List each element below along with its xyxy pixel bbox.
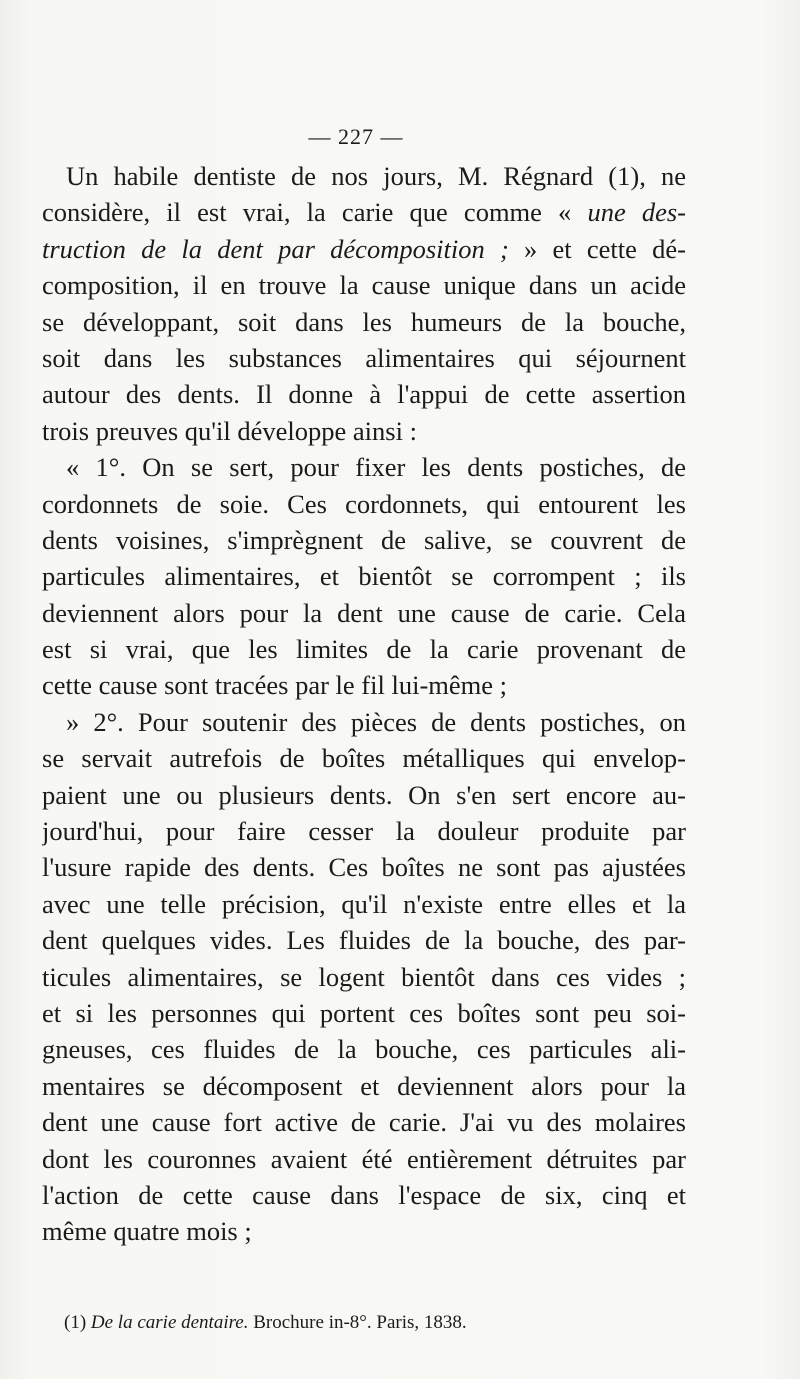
text-line: cette cause sont tracées par le fil lui-même ; — [42, 670, 508, 701]
text-segment: » et cette dé- — [508, 233, 686, 264]
footnote-title: De la carie dentaire. — [90, 1312, 249, 1333]
text-line: paient une ou plusieurs dents. On s'en sert encore au- — [42, 779, 686, 810]
italic-segment: truction de la dent par décomposition ; — [42, 233, 509, 264]
text-line: trois preuves qu'il développe ainsi : — [42, 415, 417, 446]
text-line: dent une cause fort active de carie. J'ai vu des molaires — [42, 1107, 686, 1138]
footnote-marker: (1) — [64, 1312, 87, 1333]
text-line: deviennent alors pour la dent une cause de carie. Cela — [42, 597, 686, 628]
footnote-text: Brochure in-8°. Paris, 1838. — [253, 1312, 467, 1333]
text-line — [42, 231, 686, 267]
text-line: autour des dents. Il donne à l'appui de cette assertion — [42, 379, 686, 410]
text-line: cordonnets de soie. Ces cordonnets, qui entourent les — [42, 488, 686, 519]
text-line: mentaires se décomposent et deviennent alors pour la — [42, 1070, 686, 1101]
italic-segment: une des- — [587, 197, 686, 228]
text-line: et si les personnes qui portent ces boîtes sont peu soi- — [42, 997, 686, 1028]
page-number: — 227 — — [308, 124, 404, 149]
footnote — [64, 1312, 467, 1334]
text-line: l'action de cette cause dans l'espace de six, cinq et — [42, 1179, 686, 1210]
text-line: « 1°. On se sert, pour fixer les dents postiches, de — [66, 452, 686, 483]
text-line: jourd'hui, pour faire cesser la douleur produite par — [42, 816, 686, 847]
text-line: se développant, soit dans les humeurs de la bouche, — [42, 306, 686, 337]
text-line: gneuses, ces fluides de la bouche, ces particules ali- — [42, 1034, 686, 1065]
text-line: composition, il en trouve la cause unique dans un acide — [42, 270, 686, 301]
text-line: particules alimentaires, et bientôt se corrompent ; ils — [42, 561, 686, 592]
body-text — [42, 158, 686, 1250]
text-line: ticules alimentaires, se logent bientôt dans ces vides ; — [42, 961, 686, 992]
text-line: dont les couronnes avaient été entièrement détruites par — [42, 1143, 686, 1174]
text-line: dents voisines, s'imprègnent de salive, se couvrent de — [42, 524, 686, 555]
text-line: » 2°. Pour soutenir des pièces de dents postiches, on — [66, 706, 686, 737]
text-line: soit dans les substances alimentaires qui séjournent — [42, 342, 686, 373]
text-line: se servait autrefois de boîtes métalliques qui envelop- — [42, 743, 686, 774]
text-line: même quatre mois ; — [42, 1216, 252, 1247]
text-segment: considère, il est vrai, la carie que comme « — [42, 197, 588, 228]
text-line: avec une telle précision, qu'il n'existe entre elles et la — [42, 888, 686, 919]
text-line — [42, 194, 686, 230]
text-line: dent quelques vides. Les fluides de la bouche, des par- — [42, 925, 686, 956]
text-line: Un habile dentiste de nos jours, M. Régnard (1), ne — [66, 161, 686, 191]
text-line: est si vrai, que les limites de la carie provenant de — [42, 634, 686, 665]
text-line: l'usure rapide des dents. Ces boîtes ne sont pas ajustées — [42, 852, 686, 883]
